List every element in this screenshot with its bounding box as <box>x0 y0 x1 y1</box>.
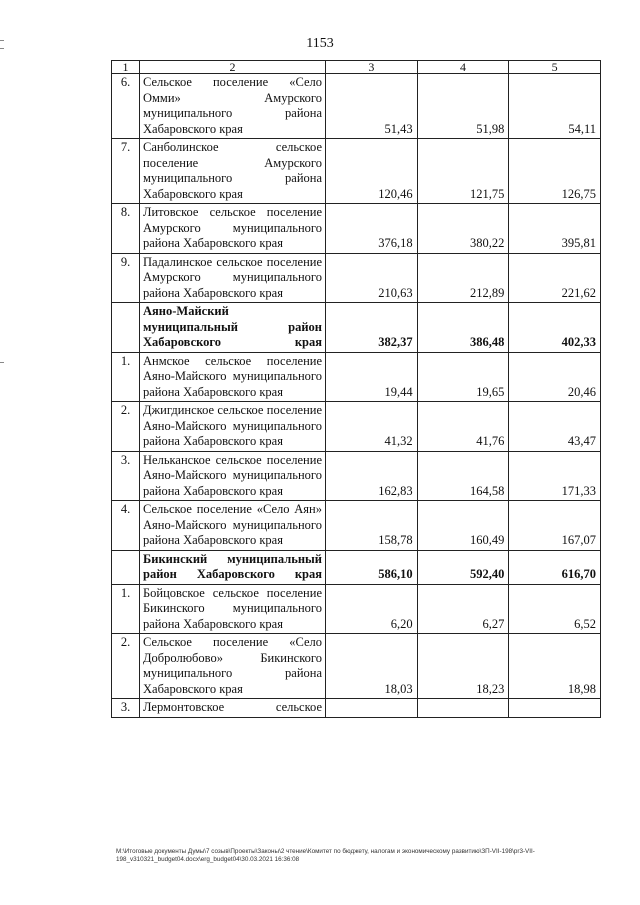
value-col4: 212,89 <box>417 253 509 303</box>
table-row <box>112 634 601 699</box>
scan-margin-mark <box>0 362 4 363</box>
municipality-name: Бойцовское сельское поселение Бикинского муниципального района Хабаровского края <box>140 584 326 634</box>
page-number: 1153 <box>306 36 334 51</box>
row-number: 3. <box>112 699 140 718</box>
file-path-footer: M:\Итоговые документы Думы\7 созыв\Проекты\Законы\2 чтение\Комитет по бюджету, налогам и экономическому развитию\ЗП-VII-198\pr3-VII-198_v310321_budget04.docx\erg_budget04\30.03.2021 16:36:08 <box>116 848 535 863</box>
budget-table <box>111 60 601 718</box>
row-number: 2. <box>112 634 140 699</box>
value-col5: 20,46 <box>509 352 601 402</box>
value-col3: 51,43 <box>326 74 418 139</box>
district-row <box>112 550 601 584</box>
value-col3 <box>326 699 418 718</box>
column-header: 2 <box>140 61 326 74</box>
municipality-name: Нельканское сельское поселение Аяно-Майского муниципального района Хабаровского края <box>140 451 326 501</box>
table-row <box>112 451 601 501</box>
municipality-name: Джигдинское сельское поселение Аяно-Майского муниципального района Хабаровского края <box>140 402 326 452</box>
municipality-name: Лермонтовское сельское <box>140 699 326 718</box>
table-row <box>112 74 601 139</box>
value-col4: 6,27 <box>417 584 509 634</box>
value-col4: 121,75 <box>417 139 509 204</box>
municipality-name: Анмское сельское поселение Аяно-Майского муниципального района Хабаровского края <box>140 352 326 402</box>
value-col4: 164,58 <box>417 451 509 501</box>
value-col5: 126,75 <box>509 139 601 204</box>
value-col4: 380,22 <box>417 204 509 254</box>
value-col4: 41,76 <box>417 402 509 452</box>
value-col4: 160,49 <box>417 501 509 551</box>
table-row <box>112 253 601 303</box>
value-col3: 210,63 <box>326 253 418 303</box>
value-col4: 18,23 <box>417 634 509 699</box>
value-col3: 376,18 <box>326 204 418 254</box>
row-number: 1. <box>112 352 140 402</box>
municipality-name: Сельское поселение «Село Омми» Амурского муниципального района Хабаровского края <box>140 74 326 139</box>
row-number: 3. <box>112 451 140 501</box>
value-col4 <box>417 699 509 718</box>
value-col5: 6,52 <box>509 584 601 634</box>
value-col5: 616,70 <box>509 550 601 584</box>
column-header: 1 <box>112 61 140 74</box>
municipality-name: Литовское сельское поселение Амурского муниципального района Хабаровского края <box>140 204 326 254</box>
table-row <box>112 204 601 254</box>
value-col5: 221,62 <box>509 253 601 303</box>
municipality-name: Сельское поселение «Село Аян» Аяно-Майского муниципального района Хабаровского края <box>140 501 326 551</box>
row-number: 7. <box>112 139 140 204</box>
value-col3: 18,03 <box>326 634 418 699</box>
value-col3: 158,78 <box>326 501 418 551</box>
municipality-name: Сельское поселение «Село Добролюбово» Бикинского муниципального района Хабаровского края <box>140 634 326 699</box>
table-row <box>112 402 601 452</box>
value-col3: 382,37 <box>326 303 418 353</box>
row-number: 8. <box>112 204 140 254</box>
value-col5: 43,47 <box>509 402 601 452</box>
value-col4: 592,40 <box>417 550 509 584</box>
value-col5: 54,11 <box>509 74 601 139</box>
value-col5 <box>509 699 601 718</box>
row-number: 9. <box>112 253 140 303</box>
table-row <box>112 139 601 204</box>
row-number: 4. <box>112 501 140 551</box>
column-header-row <box>112 61 601 74</box>
value-col4: 386,48 <box>417 303 509 353</box>
municipality-name: Бикинский муниципальный район Хабаровского края <box>140 550 326 584</box>
value-col5: 171,33 <box>509 451 601 501</box>
value-col5: 167,07 <box>509 501 601 551</box>
municipality-name: Санболинское сельское поселение Амурского муниципального района Хабаровского края <box>140 139 326 204</box>
row-number: 6. <box>112 74 140 139</box>
row-number: 2. <box>112 402 140 452</box>
value-col4: 51,98 <box>417 74 509 139</box>
value-col3: 41,32 <box>326 402 418 452</box>
row-number <box>112 303 140 353</box>
table-row <box>112 501 601 551</box>
row-number <box>112 550 140 584</box>
value-col5: 395,81 <box>509 204 601 254</box>
value-col4: 19,65 <box>417 352 509 402</box>
column-header: 4 <box>417 61 509 74</box>
value-col3: 586,10 <box>326 550 418 584</box>
row-number: 1. <box>112 584 140 634</box>
district-row <box>112 303 601 353</box>
municipality-name: Аяно-Майский муниципальный район Хабаровского края <box>140 303 326 353</box>
table-row <box>112 352 601 402</box>
value-col3: 162,83 <box>326 451 418 501</box>
value-col5: 18,98 <box>509 634 601 699</box>
value-col3: 120,46 <box>326 139 418 204</box>
municipality-name: Падалинское сельское поселение Амурского муниципального района Хабаровского края <box>140 253 326 303</box>
value-col3: 19,44 <box>326 352 418 402</box>
value-col3: 6,20 <box>326 584 418 634</box>
column-header: 5 <box>509 61 601 74</box>
column-header: 3 <box>326 61 418 74</box>
table-body <box>112 61 601 718</box>
table-row-partial <box>112 699 601 718</box>
value-col5: 402,33 <box>509 303 601 353</box>
table-row <box>112 584 601 634</box>
